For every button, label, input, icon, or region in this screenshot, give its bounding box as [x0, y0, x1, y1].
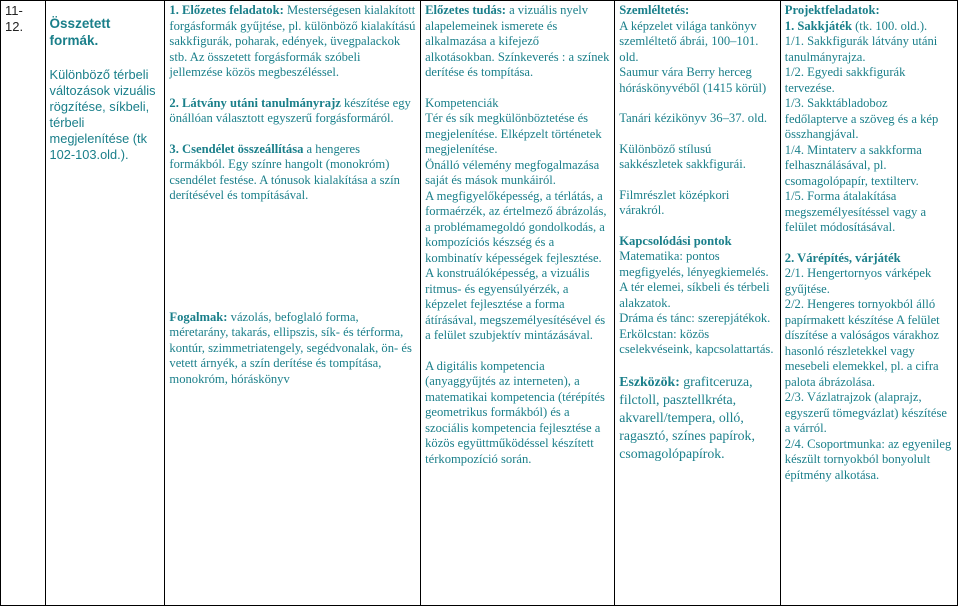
competency-p4: A konstruálóképesség, a vizuális ritmus- és egyensúlyérzék, a képzelet fejlesztése a forma átírásával, megszemélyesítésével és a felület szubjektív mintázásával.: [425, 266, 606, 342]
project-group-2-title: 2. Várépítés, várjáték: [784, 250, 901, 265]
demonstration-p3: Tanári kézikönyv 36–37. old.: [619, 111, 768, 125]
list-item: 2/3. Vázlatrajzok (alaprajz, egyszerű tömegvázlat) készítése a várról.: [784, 390, 948, 435]
competencies-heading: Kompetenciák: [425, 95, 499, 110]
list-item: 1/4. Mintaterv a sakkforma felhasználásával, pl. csomagolópapír, textilterv.: [784, 142, 922, 188]
competency-p2: Önálló vélemény megfogalmazása saját és mások munkáiról.: [425, 157, 600, 187]
concepts: Fogalmak: vázolás, befoglaló forma, méretarány, takarás, ellipszis, sík- és térforma, kontúr, szimmetriatengely, segédvonalak, ön- és vetett árnyék, a szín derítése és tompítása, monokróm, hóráskönyv: [169, 309, 412, 386]
topic-subtitle: Különböző térbeli változások vizuális rögzítése, síkbeli, térbeli megjelenítése (tk 102-103.old.).: [49, 67, 156, 162]
demonstration-cell: [615, 1, 781, 606]
demonstration-p1: A képzelet világa tankönyv szemléltető ábrái, 100–101. old.: [619, 18, 759, 64]
prerequisites-cell: [421, 1, 615, 606]
activity-2: 2. Látvány utáni tanulmányrajz készítése egy önállóan választott egyszerű forgásformáról.: [169, 95, 411, 125]
table-row: [1, 1, 958, 606]
lesson-number-cell: [1, 1, 46, 606]
project-heading: Projektfeladatok:: [784, 3, 880, 17]
list-item: 1/1. Sakkfigurák látvány utáni tanulmányrajza.: [784, 34, 938, 64]
connections-p2: Dráma és tánc: szerepjátékok.: [619, 311, 771, 325]
digital-competency: A digitális kompetencia (anyaggyűjtés az interneten), a matematikai kompetencia (térépítés geometrikus formákból) és a szociális kompetencia fejlesztése a közös együttműködéssel készített térkompozíció során.: [425, 358, 605, 466]
list-item: 2/2. Hengeres tornyokból álló papírmakett készítése A felület díszítése a valóságos várakhoz hasonló részletekkel vagy mesebeli elemekkel, pl. a cifra palota ábrázolása.: [784, 297, 940, 389]
topic-cell: [45, 1, 165, 606]
demonstration-p5: Filmrészlet középkori várakról.: [619, 187, 730, 217]
connections-heading: Kapcsolódási pontok: [619, 233, 732, 248]
project-group-1-title: 1. Sakkjáték (tk. 100. old.).: [784, 18, 928, 33]
competency-p1: Tér és sík megkülönböztetése és megjelenítése. Elképzelt történetek megjelenítése.: [425, 111, 602, 156]
topic-title: Összetett formák.: [49, 16, 111, 48]
demonstration-heading: Szemléltetés:: [619, 3, 690, 17]
demonstration-p4: Különböző stílusú sakkészletek sakkfigurái.: [619, 141, 746, 171]
activity-3: 3. Csendélet összeállítása a hengeres formákból. Egy színre hangolt (monokróm) csendélet festése. A tónusok kialakítása a szín derítésével és tompításával.: [169, 141, 400, 202]
demonstration-p2: Saumur vára Berry herceg hóráskönyvéből (1415 körül): [619, 65, 767, 95]
activities-cell: [165, 1, 421, 606]
list-item: 1/3. Sakktábladoboz fedőlapterve a szöveg és a kép összhangjával.: [784, 96, 939, 141]
prior-knowledge: Előzetes tudás: a vizuális nyelv alapelemeinek ismerete és alkalmazása a kifejező alkotásokban. Színkeverés : a színek derítése és tompítása.: [425, 3, 610, 79]
lesson-number: 11-12.: [5, 3, 24, 34]
list-item: 1/2. Egyedi sakkfigurák tervezése.: [784, 65, 906, 95]
list-item: 2/4. Csoportmunka: az egyenileg készült tornyokból bonyolult építmény alkotása.: [784, 436, 952, 482]
activity-1: 1. Előzetes feladatok: Mesterségesen kialakított forgásformák gyűjtése, pl. különböző kialakítású sakkfigurák, poharak, edények, üvegpalackok stb. Az összetett forgásformák szóbeli jellemzése közös megbeszéléssel.: [169, 3, 416, 79]
list-item: 2/1. Hengertornyos várképek gyűjtése.: [784, 266, 932, 296]
tools: Eszközök: grafitceruza, filctoll, pasztellkréta, akvarell/tempera, olló, ragasztó, színes papírok, csomagolópapírok.: [619, 373, 755, 461]
list-item: 1/5. Forma átalakítása megszemélyesítéssel vagy a felület módosításával.: [784, 189, 927, 234]
connections-p3: Erkölcstan: közös cselekvéseink, kapcsolattartás.: [619, 326, 774, 356]
project-cell: [780, 1, 957, 606]
connections-p1: Matematika: pontos megfigyelés, lényegkiemelés. A tér elemei, síkbeli és térbeli alakzatok.: [619, 249, 770, 310]
competency-p3: A megfigyelőképesség, a térlátás, a formaérzék, az értelmező ábrázolás, a problémamegoldó gondolkodás, a kompozíciós készség és a kombinatív képességek fejlesztése.: [425, 188, 607, 265]
